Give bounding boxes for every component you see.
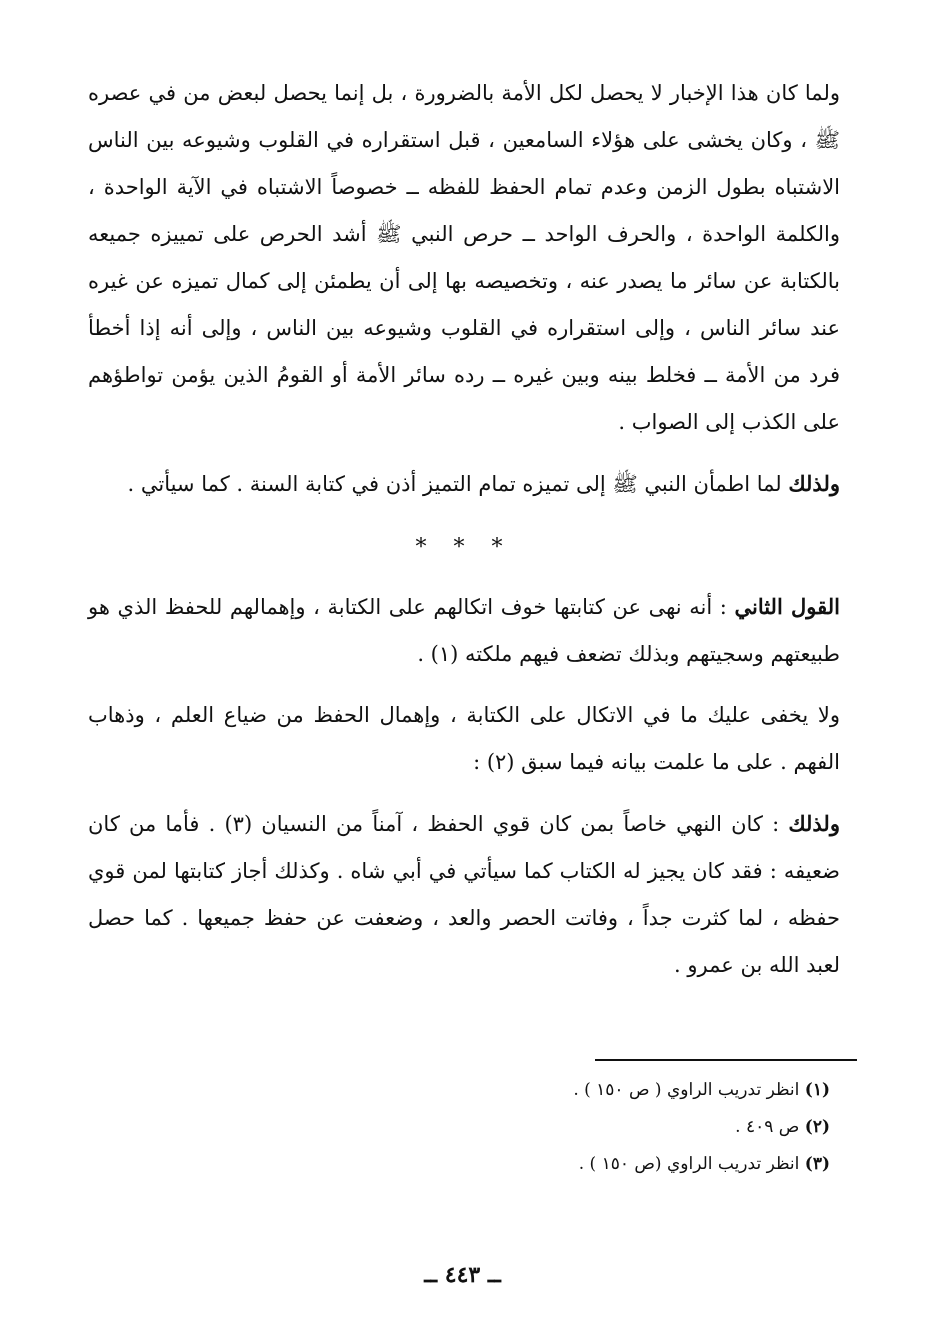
- main-text: [88, 70, 840, 989]
- footnote-divider: [595, 1059, 857, 1061]
- page-number: ــ ٤٤٣ ــ: [424, 1262, 501, 1288]
- footnote-1-text: انظر تدريب الراوي ( ص ١٥٠ ) .: [573, 1080, 805, 1100]
- footnote-1: [480, 1072, 830, 1109]
- paragraph-5-lead: ولذلك: [788, 811, 840, 836]
- paragraph-4-text: ولا يخفى عليك ما في الاتكال على الكتابة ، وإهمال الحفظ من ضياع العلم ، وذهاب الفهم . على ما علمت بيانه فيما سبق (٢) :: [88, 703, 840, 774]
- paragraph-3: [88, 583, 840, 678]
- footnote-3: [480, 1146, 830, 1183]
- paragraph-2-lead: ولذلك: [788, 471, 840, 496]
- paragraph-1-text: ولما كان هذا الإخبار لا يحصل لكل الأمة بالضرورة ، بل إنما يحصل لبعض من في عصره ﷺ ، وكان يخشى على هؤلاء السامعين ، قبل استقراره في القلوب وشيوعه بين الناس الاشتباه بطول الزمن وعدم تمام الحفظ للفظه ــ خصوصاً الاشتباه في الآية الواحدة ، والكلمة الواحدة ، والحرف الواحد ــ حرص النبي ﷺ أشد الحرص على تمييزه جميعه بالكتابة عن سائر ما يصدر عنه ، وتخصيصه بها إلى أن يطمئن إلى كمال تميزه عن غيره عند سائر الناس ، وإلى استقراره في القلوب وشيوعه بين الناس ، وإلى أنه إذا أخطأ فرد من الأمة ــ فخلط بينه وبين غيره ــ رده سائر الأمة أو القومُ الذين يؤمن تواطؤهم على الكذب إلى الصواب .: [88, 81, 840, 434]
- section-separator: * * *: [415, 535, 513, 560]
- paragraph-2-text: لما اطمأن النبي ﷺ إلى تميزه تمام التميز أذن في كتابة السنة . كما سيأتي .: [127, 472, 789, 496]
- paragraph-4: [88, 692, 840, 786]
- footnote-3-text: انظر تدريب الراوي (ص ١٥٠ ) .: [578, 1154, 805, 1174]
- footnote-2-number: (٢): [804, 1117, 830, 1137]
- footnote-3-number: (٣): [804, 1154, 830, 1174]
- paragraph-3-lead: القول الثاني: [734, 594, 840, 619]
- footnote-2-text: ص ٤٠٩ .: [735, 1117, 805, 1137]
- footnote-2: [480, 1109, 830, 1146]
- paragraph-1: [88, 70, 840, 446]
- paragraph-5-text: : كان النهي خاصاً بمن كان قوي الحفظ ، آمناً من النسيان (٣) . فأما من كان ضعيفه : فقد كان يجيز له الكتاب كما سيأتي في أبي شاه . وكذلك أجاز كتابتها لمن قوي حفظه ، لما كثرت جداً ، وفاتت الحصر والعد ، وضعفت عن حفظ جميعها . كما حصل لعبد الله بن عمرو .: [88, 812, 840, 977]
- footnote-1-number: (١): [804, 1080, 830, 1100]
- paragraph-5: [88, 800, 840, 989]
- footnotes: [480, 1072, 830, 1183]
- paragraph-2: [88, 460, 840, 508]
- paragraph-3-text: : أنه نهى عن كتابتها خوف اتكالهم على الكتابة ، وإهمالهم للحفظ الذي هو طبيعتهم وسجيتهم وبذلك تضعف فيهم ملكته (١) .: [88, 595, 840, 666]
